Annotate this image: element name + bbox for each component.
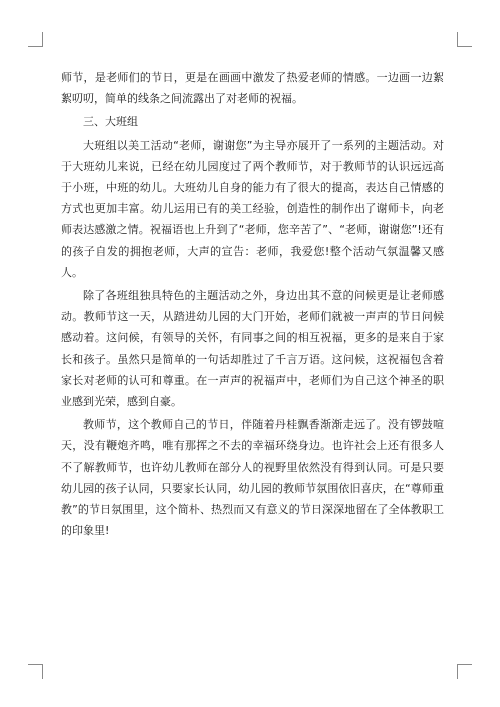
paragraph-continuation: 师节，是老师们的节日，更是在画画中激发了热爱老师的情感。一边画一边絮絮叨叨，简单的线条之间流露出了对老师的祝福。	[61, 71, 444, 106]
crop-mark-bottom-right	[457, 664, 472, 679]
crop-mark-top-left	[28, 32, 43, 47]
crop-mark-bottom-left	[28, 664, 43, 679]
paragraph-senior-class: 大班组以美工活动“老师，谢谢您”为主导亦展开了一系列的主题活动。对于大班幼儿来说，已经在幼儿园度过了两个教师节，对于教师节的认识远远高于小班，中班的幼儿。大班幼儿自身的能力有了很大的提高，表达自己情感的方式也更加丰富。幼儿运用已有的美工经验，创造性的制作出了谢师卡，向老师表达感激之情。祝福语也上升到了“老师，您辛苦了”、“老师，谢谢您”!还有的孩子自发的拥抱老师，大声的宣告：老师，我爱您!整个活动气氛温馨又感人。	[61, 138, 444, 279]
paragraph-greetings: 除了各班组独具特色的主题活动之外，身边出其不意的问候更是让老师感动。教师节这一天，从踏进幼儿园的大门开始，老师们就被一声声的节日问候感动着。这问候，有领导的关怀，有同事之间的相互祝福，更多的是来自于家长和孩子。虽然只是简单的一句话却胜过了千言万语。这问候，这祝福包含着家长对老师的认可和尊重。在一声声的祝福声中，老师们为自己这个神圣的职业感到光荣，感到自豪。	[61, 289, 444, 409]
crop-mark-top-right	[457, 32, 472, 47]
paragraph-conclusion: 教师节，这个教师自己的节日，伴随着丹桂飘香渐渐走远了。没有锣鼓喧天，没有鞭炮齐鸣，唯有那挥之不去的幸福环绕身边。也许社会上还有很多人不了解教师节，也许幼儿教师在部分人的视野里依然没有得到认同。可是只要幼儿园的孩子认同，只要家长认同，幼儿园的教师节氛围依旧喜庆，在“尊师重教”的节日氛围里，这个简朴、热烈而又有意义的节日深深地留在了全体教职工的印象里!	[61, 418, 444, 538]
document-body	[61, 67, 444, 543]
section-heading: 三、大班组	[83, 115, 138, 129]
